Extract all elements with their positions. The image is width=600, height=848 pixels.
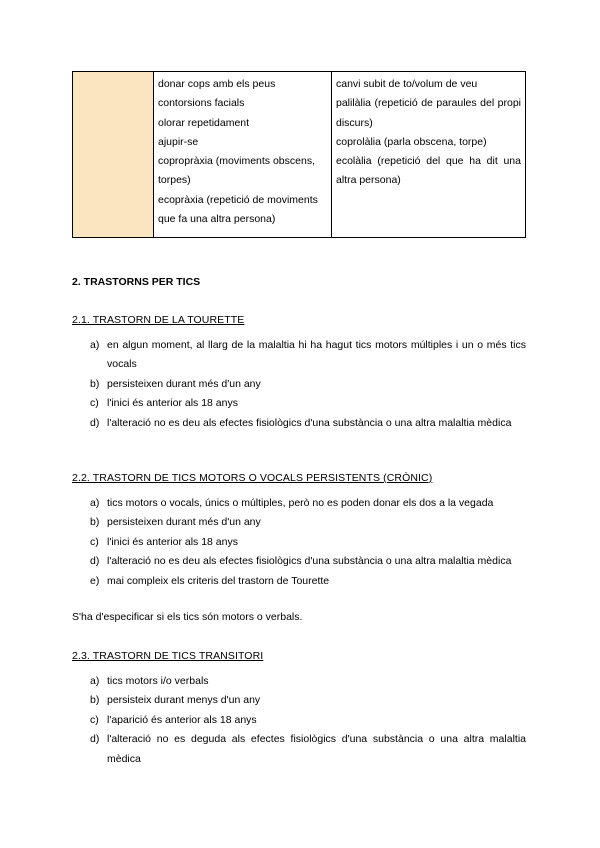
list-item [72,394,526,413]
list-marker: a) [90,675,100,687]
table-row [73,72,526,238]
list-item [72,513,526,532]
list-item: olorar repetidament [158,116,250,129]
list-item-text: persisteix durant menys d'un any [107,694,261,707]
list-item [72,336,526,375]
table-cell-vocal-tics [332,72,526,238]
subsection-title-transient: 2.3. TRASTORN DE TICS TRANSITORI [72,650,264,662]
list-item-text: l'inici és anterior als 18 anys [107,397,238,410]
list-item-text: l'alteració no es deu als efectes fisiològics d'una substància o una altra malaltia mèdica [107,555,512,568]
list-marker: c) [90,713,99,726]
list-item: ecopràxia (repetició de moviments que fa una altra persona) [158,193,318,226]
list-item [72,494,526,513]
list-item [72,552,526,571]
list-marker: e) [90,574,100,587]
list-item-text: l'aparició és anterior als 18 anys [107,713,257,726]
list-item: canvi subit de to/volum de veu [336,78,478,90]
list-item [72,533,526,552]
section-heading: 2. TRASTORNS PER TICS [72,276,201,288]
criteria-list-transient [72,672,526,769]
list-item: donar cops amb els peus [158,78,276,90]
criteria-list-chronic [72,494,526,591]
list-marker: a) [90,497,100,509]
list-item-text: mai compleix els criteris del trastorn de Tourette [107,574,330,587]
list-item-text: l'alteració no es deguda als efectes fisiològics d'una substància o una altra malaltia mèdica [107,733,526,765]
list-marker: d) [90,733,100,746]
list-item: ajupir-se [158,135,199,148]
list-item [72,691,526,710]
list-item [72,711,526,730]
list-marker: c) [90,397,99,410]
list-item: coprolàlia (parla obscena, torpe) [336,135,487,148]
symptoms-table [72,71,526,238]
list-marker: b) [90,377,100,390]
list-item: copropràxia (moviments obscens, torpes) [158,155,315,187]
list-marker: b) [90,694,100,707]
list-item-text: tics motors o vocals, únics o múltiples, però no es poden donar els dos a la vegada [107,497,494,509]
list-marker: c) [90,535,99,548]
subsection-title-chronic: 2.2. TRASTORN DE TICS MOTORS O VOCALS PERSISTENTS (CRÒNIC) [72,472,433,484]
list-marker: d) [90,416,100,429]
list-item [72,414,526,433]
subsection-title-tourette: 2.1. TRASTORN DE LA TOURETTE [72,314,245,326]
list-marker: d) [90,555,100,568]
list-item: palilàlia (repetició de paraules del propi discurs) [336,97,521,129]
table-cell-highlight [73,72,154,238]
list-item: contorsions facials [158,97,245,110]
list-item [72,730,526,769]
list-item-text: l'inici és anterior als 18 anys [107,535,238,548]
list-marker: b) [90,516,100,529]
list-item-text: persisteixen durant més d'un any [107,377,261,390]
list-item-text: persisteixen durant més d'un any [107,516,261,529]
specification-note: S'ha d'especificar si els tics són motors o verbals. [72,611,303,623]
list-item-text: l'alteració no es deu als efectes fisiològics d'una substància o una altra malaltia mèdica [107,416,512,429]
list-item [72,572,526,591]
list-item-text: en algun moment, al llarg de la malaltia hi ha hagut tics motors múltiples i un o més tics vocals [107,339,526,371]
list-item [72,375,526,394]
table-cell-motor-tics [154,72,332,238]
list-item [72,672,526,691]
list-item-text: tics motors i/o verbals [107,675,209,687]
criteria-list-tourette [72,336,526,433]
list-marker: a) [90,339,100,351]
list-item: ecolàlia (repetició del que ha dit una altra persona) [336,155,521,187]
